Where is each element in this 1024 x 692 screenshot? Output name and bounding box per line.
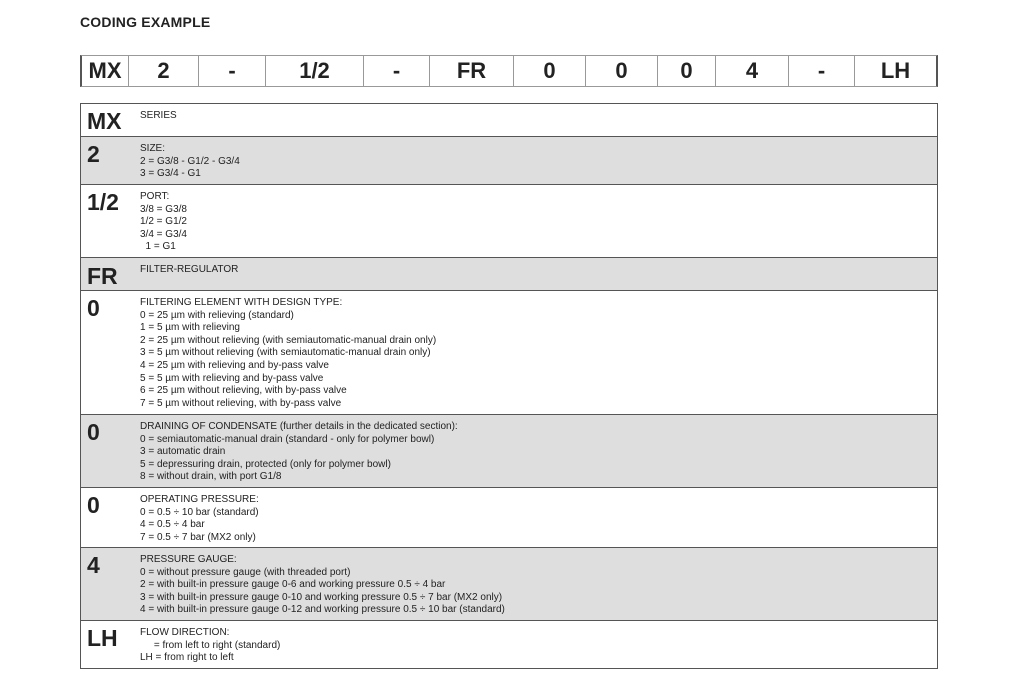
option-line: 3 = with built-in pressure gauge 0-10 and working pressure 0.5 ÷ 7 bar (MX2 only) xyxy=(140,591,503,603)
option-line: LH = from right to left xyxy=(140,652,234,664)
row-code: 1/2 xyxy=(87,189,119,215)
row-label: PRESSURE GAUGE: xyxy=(140,554,237,565)
option-line: 1/2 = G1/2 xyxy=(140,216,187,228)
code-cell: FR xyxy=(430,56,514,86)
option-line: 0 = 25 µm with relieving (standard) xyxy=(140,309,294,321)
row-label: FILTER-REGULATOR xyxy=(140,264,239,275)
option-line: 1 = 5 µm with relieving xyxy=(140,322,240,334)
option-line: 2 = 25 µm without relieving (with semiautomatic-manual drain only) xyxy=(140,334,437,346)
row-label: FLOW DIRECTION: xyxy=(140,627,230,638)
legend-row-port xyxy=(81,185,937,258)
row-code: 0 xyxy=(87,492,100,518)
option-line: 4 = with built-in pressure gauge 0-12 and working pressure 0.5 ÷ 10 bar (standard) xyxy=(140,604,505,616)
legend-row-filter-regulator xyxy=(81,258,937,291)
code-cell: LH xyxy=(880,58,911,83)
option-line: 3 = 5 µm without relieving (with semiautomatic-manual drain only) xyxy=(140,347,431,359)
option-line: 0 = semiautomatic-manual drain (standard - only for polymer bowl) xyxy=(140,433,435,445)
coding-legend-table xyxy=(80,103,938,669)
code-cell: 1/2 xyxy=(266,56,364,86)
row-description xyxy=(140,264,238,277)
option-line: 1 = G1 xyxy=(140,241,176,253)
row-label: DRAINING OF CONDENSATE (further details in the dedicated section): xyxy=(140,421,458,432)
code-cell: 2 xyxy=(129,56,199,86)
legend-row-pressure-gauge xyxy=(81,548,937,621)
code-cell: - xyxy=(364,56,430,86)
option-line: 7 = 5 µm without relieving, with by-pass valve xyxy=(140,397,342,409)
legend-row-operating-pressure xyxy=(81,488,937,548)
code-bar xyxy=(80,55,938,87)
option-line: 0 = without pressure gauge (with threaded port) xyxy=(140,566,351,578)
row-description xyxy=(140,191,187,254)
code-cell: - xyxy=(199,56,266,86)
row-code: LH xyxy=(87,625,118,651)
row-label: SERIES xyxy=(140,110,177,121)
row-code: MX xyxy=(87,108,122,134)
code-cell: 4 xyxy=(716,56,789,86)
row-code: 4 xyxy=(87,552,100,578)
legend-row-flow-direction xyxy=(81,621,937,668)
option-line: 8 = without drain, with port G1/8 xyxy=(140,471,282,483)
legend-row-filtering-element xyxy=(81,291,937,415)
option-line: 3 = automatic drain xyxy=(140,446,226,458)
code-cell: 0 xyxy=(514,56,586,86)
legend-row-series xyxy=(81,104,937,137)
option-line: 3/8 = G3/8 xyxy=(140,203,187,215)
row-description xyxy=(140,421,458,484)
row-description xyxy=(140,297,436,410)
option-line: 4 = 25 µm with relieving and by-pass valve xyxy=(140,359,329,371)
code-cell: 0 xyxy=(586,56,658,86)
row-label: SIZE: xyxy=(140,143,166,154)
row-description xyxy=(140,554,505,617)
option-line: 6 = 25 µm without relieving, with by-pass valve xyxy=(140,385,347,397)
code-cell: 0 xyxy=(658,56,716,86)
option-line: 0 = 0.5 ÷ 10 bar (standard) xyxy=(140,506,259,518)
row-description xyxy=(140,143,240,181)
legend-row-draining xyxy=(81,415,937,488)
option-line: 5 = depressuring drain, protected (only for polymer bowl) xyxy=(140,458,391,470)
option-line: = from left to right (standard) xyxy=(140,639,281,651)
code-cell: - xyxy=(789,56,855,86)
option-line: 2 = with built-in pressure gauge 0-6 and working pressure 0.5 ÷ 4 bar xyxy=(140,579,446,591)
option-line: 3 = G3/4 - G1 xyxy=(140,168,201,180)
row-description xyxy=(140,494,259,544)
row-description xyxy=(140,110,177,123)
option-line: 7 = 0.5 ÷ 7 bar (MX2 only) xyxy=(140,531,256,543)
code-cell: MX xyxy=(82,56,129,86)
option-line: 2 = G3/8 - G1/2 - G3/4 xyxy=(140,155,240,167)
row-label: PORT: xyxy=(140,191,170,202)
option-line: 3/4 = G3/4 xyxy=(140,228,187,240)
legend-row-size xyxy=(81,137,937,185)
row-code: 0 xyxy=(87,295,100,321)
option-line: 4 = 0.5 ÷ 4 bar xyxy=(140,519,205,531)
row-description xyxy=(140,627,280,665)
option-line: 5 = 5 µm with relieving and by-pass valve xyxy=(140,372,324,384)
page-title: CODING EXAMPLE xyxy=(80,14,211,30)
row-label: OPERATING PRESSURE: xyxy=(140,494,259,505)
row-code: 0 xyxy=(87,419,100,445)
row-code: 2 xyxy=(87,141,100,167)
row-label: FILTERING ELEMENT WITH DESIGN TYPE: xyxy=(140,297,343,308)
row-code: FR xyxy=(87,263,118,289)
